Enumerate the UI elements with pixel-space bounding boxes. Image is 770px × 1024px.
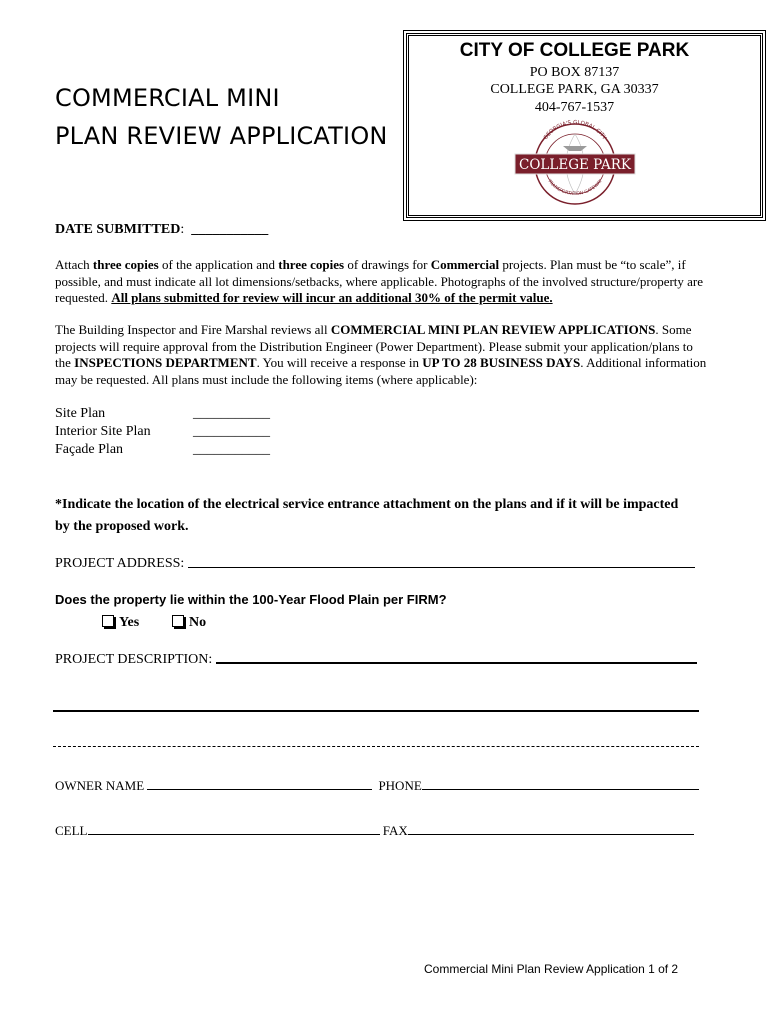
po-box: PO BOX 87137 [529,65,620,80]
project-address-field[interactable] [188,556,695,568]
para2-text-3: . You will receive a response in [256,355,423,370]
para1-text-4: projects. Plan must be “to scale”, if possible, and must indicate all lot dimensions/setbacks, where applicable. Photographs of the involved structure/property are requested. [55,257,704,305]
para1-bold-1: three copies [92,257,159,272]
para1-text-3: of drawings for [344,257,431,272]
page-title-line1: COMMERCIAL MINI [55,84,280,112]
electrical-note: *Indicate the location of the electrical service entrance attachment on the plans and if it will be impacted by the proposed work. [55,497,679,534]
para2-bold-3: UP TO 28 BUSINESS DAYS [422,355,581,370]
instructions-paragraph-2 [55,322,710,388]
plan-checkbox-field[interactable]: ___________ [193,424,270,439]
cell-fax-row [55,823,694,839]
plan-row-site [55,406,315,424]
logo-arc-bottom: TRANSPORTATION GATEWAY [546,178,604,197]
para2-text-1: The Building Inspector and Fire Marshal reviews all [55,322,331,337]
para1-bold-3: Commercial [430,257,500,272]
logo-text: COLLEGE PARK [519,157,631,173]
city-name: CITY OF COLLEGE PARK [459,40,690,61]
plan-row-interior [55,424,315,442]
flood-plain-question: Does the property lie within the 100-Year Flood Plain per FIRM? [55,592,447,607]
project-address-label: PROJECT ADDRESS: [55,556,188,571]
instructions-paragraph-1 [55,257,710,307]
date-submitted-colon: : [180,222,185,237]
plan-label: Site Plan [55,406,106,421]
para1-text-1: Attach [55,257,93,272]
para2-bold-2: INSPECTIONS DEPARTMENT [74,355,257,370]
project-address-row [55,556,695,572]
plan-label: Façade Plan [55,442,124,457]
date-submitted-label: DATE SUBMITTED [55,222,181,237]
date-submitted-row [55,222,268,238]
project-description-row [55,652,697,668]
checkbox-icon[interactable] [102,615,114,627]
owner-phone-row [55,778,699,794]
fax-label: FAX [379,823,408,838]
plan-row-facade [55,442,315,460]
city-state-zip: COLLEGE PARK, GA 30337 [490,82,659,97]
flood-no-label: No [189,615,207,630]
page-footer: Commercial Mini Plan Review Application 1 of 2 [424,962,679,976]
para2-text-2: . Some projects will require approval from the Distribution Engineer (Power Department). Please submit your application/plans to the [55,322,693,370]
date-submitted-field[interactable]: ___________ [191,222,269,237]
flood-no-option[interactable] [172,615,206,631]
project-description-label: PROJECT DESCRIPTION: [55,652,216,667]
para2-bold-1: COMMERCIAL MINI PLAN REVIEW APPLICATIONS [330,322,656,337]
para1-surcharge-note: All plans submitted for review will incur an additional 30% of the permit value. [111,290,553,305]
flood-yes-label: Yes [119,615,140,630]
phone-field[interactable] [422,778,699,790]
plan-label: Interior Site Plan [55,424,151,439]
logo-arc-top: GEORGIA'S GLOBAL CITY [542,119,608,141]
para1-text-2: of the application and [158,257,279,272]
cell-label: CELL [55,823,88,838]
owner-name-field[interactable] [147,778,372,790]
phone-label: PHONE [378,778,422,793]
plan-checkbox-field[interactable]: ___________ [193,442,270,457]
project-description-line-3[interactable] [53,746,699,747]
cell-field[interactable] [88,823,380,835]
plans-list [55,406,315,460]
owner-name-label: OWNER NAME [55,778,148,793]
flood-yes-option[interactable] [102,615,139,631]
plan-checkbox-field[interactable]: ___________ [193,406,270,421]
checkbox-icon[interactable] [172,615,184,627]
para2-text-4: . Additional information may be requested. All plans must include the following items (where applicable): [55,355,707,387]
project-description-field[interactable] [216,652,697,664]
city-phone: 404-767-1537 [534,100,615,115]
fax-field[interactable] [408,823,694,835]
project-description-line-2[interactable] [53,710,699,712]
page-title-line2: PLAN REVIEW APPLICATION [55,122,388,150]
college-park-logo [513,118,637,208]
para1-bold-2: three copies [278,257,345,272]
